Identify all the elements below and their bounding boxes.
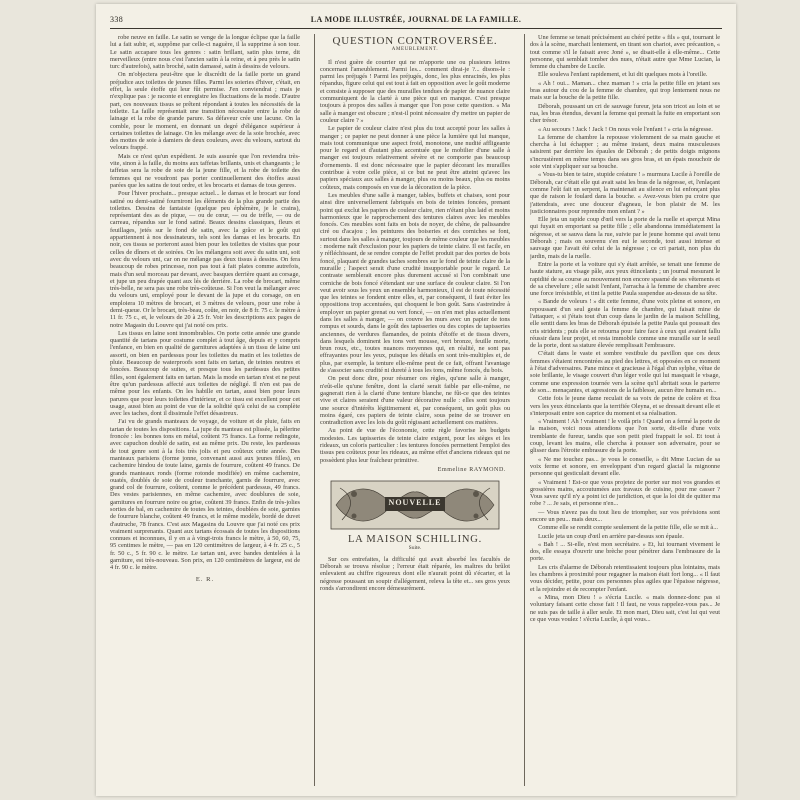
story-paragraph: Elle souleva l'enfant rapidement, et lui dit quelques mots à l'oreille.: [538, 71, 708, 79]
story-subtitle: Suite.: [408, 544, 422, 551]
page-header: [110, 12, 722, 29]
story-paragraph: « Vraiment ! Est-ce que vous projetez de porter sur moi vos grandes et grossières mains, accoutumées aux travaux de cuisine, pour me casser ? Vous savez qu'il n'y a point ici de juridiction, et que la loi dit de quitter ma robe ? ... Je sais, et personne n'en...: [530, 478, 720, 508]
story-paragraph: Comme elle se rendit compte seulement de la petite fille, elle se mit à...: [538, 524, 718, 532]
nouvelle-banner: [330, 480, 500, 530]
newspaper-page: [96, 4, 736, 796]
story-paragraph: « Bande de voleurs ! » dit cette femme, d'une voix pleine et sonore, en repoussant d'un seul geste la femme de chambre, qui faisait mine de l'attaquer, « si j'étais tout d'un coup dans le jardin de la maison Schilling, elle sentit dans les bras de Déborah épuisée la petite Paula qui poussait des cris stridents ; puis elle se retourna pour faire face à ceux qui avaient fallu réussir dans leur projet, et resta immobile comme une muraille sur le seuil de la porte, dont sa stature élevée remplissait l'embrasure.: [530, 298, 720, 350]
article-paragraph: Pour l'hiver prochain... presque actuel... le damas et le brocart sur fond satiné ou demi-satiné fourniront les éléments de la plus grande partie des toilettes. Dessins de fantaisie (quelque peu éphémère, je le crains), représentant des as de pique, — ou de cœur, — ou de trèfle, — ou de carreau, répandus sur le fond satiné. Beaux dessins classiques, fleurs et feuillages, jetés sur le fond de satin, avec la grâce et le goût qui appartiennent à nos dessinateurs, tels sont les damas et les brocarts. En noir, ces tissus se porteront aussi bien pour les toilettes de visites que pour celles de dîners et de soirées. On les mélangera soit avec du satin uni, soit avec du velours uni, car on ne mélange pas deux tissus à dessins. On fera beaucoup de robes princesse, non pas tout à fait plates comme autrefois, mais d'un seul morceau par devant, avec basques derrière quant au corsage, et jupe un peu drapée quant aux lés de derrière. La robe de brocart, même très-belle, ne sera pas une robe très-coûteuse. Si l'on veut la mélanger avec du velours uni, employé pour le devant de la jupe et du corsage, on en emploiera 10 mètres de brocart, et 3 mètres de velours, pour une robe à demi-queue. Or le brocart, très-beau, coûte, en noir, de 8 fr. 75 c. le mètre à 11 fr. 75 c., et, le velours de 20 à 25 fr. Voir les descriptions aux pages de notre Magasin du Louvre qui j'ai noté ces prix.: [110, 190, 300, 329]
story-paragraph: Cette fois le jeune dame reculait de sa voix de peine de colère et fixa vers les yeux étincelants que la terrifiée Oleyna, et se dressait devant elle et s'interposait entre son caprice du moment et sa réalisation.: [530, 395, 720, 417]
article-paragraph: Au point de vue de l'économie, cette règle favorise les budgets modestes. Les tapisseries de teinte claire exigent, pour les sièges et les rideaux, un coloris particulier : les tentures foncées permettent l'emploi des tissus peu coûteux pour les rideaux, au même effet d'anciens rideaux qui ne possèdent plus leur fraîcheur primitive.: [320, 427, 510, 464]
story-paragraph: Lucile jeta un coup d'œil en arrière par-dessus son épaule.: [538, 532, 684, 540]
section-title: QUESTION CONTROVERSÉE.: [332, 35, 498, 47]
article-paragraph: On peut donc dire, pour résumer ces règles, qu'une salle à manger, n'eût-elle qu'une fenêtre, dont la clarté serait faible par elle-même, ne gagnerait rien à la clarté d'une tenture blanche, ne fût-ce que des teintes vive et claires seraient d'une valeur décorative nulle : elles sont toujours une source d'intérêts légitimement et, par conséquent, un goût plus ou moins égaré, ces papiers de teinte claire, sous peine de se trouver en contradiction avec les lois du goût régissant actuellement ces matières.: [320, 375, 510, 427]
column-divider: [524, 34, 525, 786]
story-paragraph: « Vraiment ! Ah ! vraiment ! le voilà pris ! Quand on a fermé la porte de la maison, voici nous attendions que l'on sorte, dit-elle d'une voix tremblante de fureur, tandis que son petit pied frappait le sol. Et tout à coup, levant les mains, elle chercha à pousser son adversaire, pour se glisser dans l'étroite embrasure de la porte.: [530, 418, 720, 455]
story-paragraph: Une femme se tenait précisément au chéré petite « fils » qui, tournant le dos à la scène, marchait lentement, en tirant son chariot, avec précaution, « tout comme s'il le faisait avec Joné », se disait-elle à elle-même... Cette personne, qui semblait tomber des nues, n'était autre que Mme Lucian, la femme du chambre de Lucile.: [530, 34, 720, 71]
story-paragraph: « Ne me touchez pas... je vous le conseille, » dit Mme Lucian de sa voix ferme et sonore, en enveloppant d'un regard glacial la mignonne personne qui gesticulait devant elle.: [530, 455, 720, 478]
story-paragraph: « Mina, mon Dieu ! » s'écria Lucile. « mais donnez-donc pas si voluntary faisant cette chose fait ! Il faut, ne vous rappelez-vous pas... Je ne suis pas de taille à aller seule. Et mon mari, Dieu sait, c'est lui qui veut ce que vous voulez ! s'écria Lucile, à qui vous...: [530, 593, 720, 623]
article-paragraph: On m'objectera peut-être que le discrédit de la faille porte un grand préjudice aux toilettes de jeunes filles. Parmi les soieries d'hiver, c'était, en effet, la seule étoffe qui leur fût permise. J'en conviendrai ; mais je n'explique pas : je raconte et enregistre les fluctuations de la mode. D'autre part, ces nouveaux tissus se prêtent répondant à toutes les nécessités de la toilette. La faille représentait une transition nécessaire entre la robe de lainage et la robe de grande parure. Sa défaveur crée une lacune. On la comble, pour le moment, en donnant un degré d'élégance supérieur à certaines toilettes de lainage. On les mélange avec de la soie brochée, avec des mottes de soie à damiers de deux couleurs, avec du velours, surtout du velours frappé.: [110, 71, 300, 152]
article-paragraph: robe neuve en faille. Le satin se venge de la longue éclipse que la faille lui a fait subir, et, suppôme par celle-ci naguère, il la supprime à son tour. Le satin accapare tous les genres : satin brillant, satin plus terne, dit merveilleux (entre nous c'est l'ancien satin à la reine, et à peu près le satin turc d'autrefois), satin broché, satin damassé, satin à dessins de velours.: [110, 34, 300, 71]
story-paragraph: « Vous-tu bien te taire, stupide créature ! » murmura Lucile à l'oreille de Déborah, car c'était elle qui avait saisi les bras de la négresse, et, l'enlaçant comme l'eût fait un serpent, la maintenait au silence en lui enfonçant plus que de raison le foulard dans la bouche. « Avez-vous bien pu croire que j'attendrais, avec une douceur d'agneau, le bon plaisir de M. les justicionnaires pour reprendre mon enfant ? »: [530, 171, 720, 215]
story-paragraph: Les cris d'alarme de Déborah retentissaient toujours plus lointains, mais les chambres à proximité pour regagner la maison était fort long... « Il faut vous décider, petite, pour ces personnes plus agiles que l'épaisse négresse, et la rejoindre et de recompter l'enfant.: [530, 563, 720, 593]
article-paragraph: Mais ce n'est qu'un expédient. Je suis assurée que l'on reviendra très-vite, sinon à la faille, du moins aux taffetas brillants, unis et changeants ; le taffetas sera la robe de soie de la jeune fille, et la robe de toilette des femmes qui ne voudront pas porter continuellement des étoffes aussi parées que les satins de tout ordre, et les brocarts et damas de tous genres.: [110, 152, 300, 189]
section-subtitle: AMEUBLEMENT.: [391, 47, 439, 53]
article-author: Emmeline RAYMOND.: [437, 466, 506, 473]
story-paragraph: La femme de chambre la repousse violemment de sa main gauche et chercha à lui échapper ; au même instant, deux mains musculeuses saisirent par derrière les épaules de Déborah ; de petits doigts mignons s'incrustèrent en même temps dans ses gros bras, et un épais mouchoir de soie vint s'appliquer sur sa bouche.: [530, 133, 720, 171]
article-signature: E. R.: [195, 575, 215, 583]
story-paragraph: Déborah, poussant un cri de sauvage fureur, jeta son tricot au loin et se rua, les bras étendus, devant la femme qui prenait la fuite en emportant son cher trésor.: [530, 102, 720, 125]
story-paragraph: — Vous n'avez pas du tout lieu de triompher, sur vos prévisions sont encore un peu... mais deux...: [530, 508, 720, 523]
story-paragraph: « Bah ! ... Si-elle, n'est mon secrétaire. » Et, lui tournant vivement le dos, elle essaya d'ouvrir une brèche pour pénétrer dans l'embrasure de la porte.: [530, 540, 720, 563]
story-paragraph: « Au secours ! Jack ! Jack ! On nous vole l'enfant ! » cria la négresse.: [538, 125, 713, 133]
left-column: [110, 34, 300, 786]
story-paragraph: C'était dans le vaste et sombre vestibule du pavillon que ces deux femmes s'étaient rencontrées au pied des lettres, et opposées en ce moment à l'état d'adversaires. Pane mince et gracieuse à l'égal d'un sylphe, vêtue de soie brillante, le visage couvert d'un léger voile qui lui masquait le visage, comme une expression tournée vers la scène qu'il abritait sous le parterre de son... menaçantes, et agressions de la faiblesse, aucun être humain en...: [530, 350, 720, 394]
banner-label: NOUVELLE: [388, 498, 442, 508]
story-title: LA MAISON SCHILLING.: [347, 534, 483, 546]
article-paragraph: Les tissus en laine sont innombrables. On porte cette année une grande quantité de tartans pour costume complet à tout âge, depuis et y compris l'enfance, en bien en qualité de garnitures adaptées à un tissu de laine uni assorti, on bien en pardessus pour les toilettes du matin et les toilettes de pluie. Beaucoup de waterproofs sont faits en tartan, de teintes neutres et foncées. Beaucoup de suites, et presque tous les pardessus des petites filles, sont également faits en tartan. Mais la mode en tartan n'est et ne peut être qu'un pardessus affecté aux toilettes de négligé. Il n'en est pas de même pour les enfants. On les habille en tartan, aussi bien pour leurs parures que pour leurs toilettes d'intérieur, et ce tissu est excellent pour cet usage, aussi bien au point de vue de la solidité qu'à celui de sa complète avec les taches, dont il dissimule l'effet désastreux.: [110, 329, 300, 418]
story-paragraph: Elle jeta un rapide coup d'œil vers la porte de la ruelle et aperçut Mina qui fuyait en emportant sa petite fille ; elle abandonna immédiatement la négresse, et se sauva dans la rue, suivie par le jeune homme qui avait tenu Déborah ; mais on souvenu s'en eut le seconde, tout aussi intense et sauvage que l'avait été celui de la négresse ; ce cri partait, non plus du jardin, mais de la ruelle.: [530, 216, 720, 260]
column-divider: [314, 34, 315, 786]
article-paragraph: Le papier de couleur claire n'est plus du tout accepté pour les salles à manger ; ce papier ne peut donner à une pièce la lumière qui lui manque, mais tout communique une aspect froid, monotone, une nudité affligeante pour le regard et d'autant plus accentuée que le mobilier d'une salle à manger est toujours relativement sévère et ne comporte pas beaucoup d'ornements. Il est donc nécessaire que le papier décorant les murailles contribue à votre celle pièce, si ce but ne peut être atteint qu'avec les papiers spéciaux aux salles à manger, plus ou moins beaux, plus ou moins coûteux, mais composés en vue de la décoration de la pièce.: [320, 125, 510, 191]
story-paragraph: Entre la porte et la voiture qui s'y était arrêtée, se tenait une femme de haute stature, au visage pâle, aux yeux étincelants ; un journal mesurant le rapidité de sa course au mouvement non encore spasmé de ses vêtements et de sa chevelure ; elle saisit l'enfant, l'arracha à la femme de chambre avec une force irrésistible, et tint la petite Paula suspendue au-dessus de sa tête.: [530, 260, 720, 298]
right-column: [530, 34, 720, 786]
story-paragraph: « Ah ! oui... Maman... chez maman ! » cria la petite fille en jetant ses bras autour du cou de la femme de chambre, qui trop lentement nous ne mais sur la bouche de la petite fille.: [530, 79, 720, 102]
page-number: 338: [110, 15, 124, 24]
story-paragraph: Sur ces entrefaites, la difficulté qui avait absorbé les facultés de Déborah se trouva résolue ; l'erreur était réparée, les maîtres du brûlot enlevaient au chiffre rigoureux dont elle n'aurait point dû s'écarter, et la négresse poussant un soupir d'allégement, releva la tête et... ses gros yeux ronds s'arrondirent encore démesurément.: [320, 555, 510, 592]
article-paragraph: Il n'est guère de courrier qui ne m'apporte une ou plusieurs lettres concernant l'ameublement. Parmi les... comment dirai-je ?... disons-le : parmi les préjugés ! Parmi les préjugés, donc, les plus enracinés, les plus répandus, figure celui qui est tout à fait en opposition avec le goût moderne et consiste à supposer que des murailles tendues de papier de nuance claire communiquent de la clarté à une pièce qui en manque. C'est presque toujours à propos des salles à manger que l'on pose cette question. « Ma salle à manger est obscure ; n'est-il point nécessaire d'y mettre un papier de couleur claire ? »: [320, 58, 510, 124]
middle-column: [320, 34, 510, 786]
article-paragraph: J'ai vu de grands manteaux de voyage, de voiture et de pluie, faits en tartan de toutes les dispositions. La jupe du manteau est plissée, la pèlerine froncée : les bonnes tons en métal, coûtent 75 francs. La forme redingote, avec capuchon doublé de satin, est au même prix. Du reste, les pardessus de tout genre sont à la fois très jolis et peu coûteux cette année. Des manteaux parisiens (forme jonne, convenant aussi aux jeunes filles), en cachemire hindou de toute laine, garnis de fourrure, coûtent 49 francs. De grands manteaux ronds (forme rotonde modifiée) en même cachemire, ouatés, doublés de soie de couleur tranchante, garnis de fourrure, avec grand col de fourrure, coûtent, comme le précédent pardessus, 49 francs. Des vestes parisiennes, en même cachemire, avec doublures de soie, garnitures en fourrure noire ou grise, coûtent 39 francs. Enfin de très-jolies sorties de bal, en cachemire de toutes les teintes, doublées de soie, garnies de fourrure blanche, coûtent 49 francs, et le même modèle, bordé de duvet d'autruche, 78 francs. C'est aux Magasins du Louvre que j'ai noté ces prix vraiment surprenants. Quant aux tartans écossais de toutes les dispositions connues et inconnues, il y en a à vingt-trois francs le mètre, à 50, 60, 75, 95 centimes le mètre, — pas en 120 centimètres de largeur, à 4 fr. 25 c., 5 fr. 50 c., 5 fr. 90 c. le mètre. Le tartan uni, avec bandes dentelées à la garniture, est très-nouveau. Son prix, en 120 centimètres de largeur, est de 4 fr. 90 c. le mètre.: [110, 418, 300, 572]
journal-title: LA MODE ILLUSTRÉE, JOURNAL DE LA FAMILLE.: [310, 15, 522, 24]
article-paragraph: Les meubles d'une salle à manger, tables, buffets et chaises, sont pour ainsi dire universellement fabriqués en bois de teintes foncées, prenant point qui exclut les papiers de couleur claire, rien n'étant plus laid et moins harmonieux que le rapprochement des tentures claires avec les meubles foncés. Ces meubles sont faits en bois de noyer, de chêne, de palissandre ciré ou d'acajou ; les peintures des boiseries et des corniches se font, surtout dans les salles à manger, toujours de même couleur que les meubles : moderne naît d'exclusion pour les papiers de teinte claire. Il est facile, en y réfléchissant, de se rendre compte de l'effet produit par des portes de bois foncé, plaquant de grandes taches sombres sur le fond de teinte claire de la muraille ; l'aspect serait d'une crudité insupportable pour le regard. Le contraste semblerait encore plus durement accusé si l'on combinait une corniche de bois foncé s'étendant sur une surface de couleur claire. Si l'on veut avoir sous les yeux un ensemble harmonieux, il est de toute nécessité que les teintes se fondent entre elles, et, par conséquent, il faut éviter les oppositions trop accentuées, qui choquent le bon goût. Sans s'astreindre à employer un papier grenat ou vert foncé, — on n'en met plus actuellement dans les salles à manger, — on couvre les murs avec un papier de tons rompus et sourds, dans le goût des tapisseries ou des copies de tapisseries anciennes, de verdures flamandes, de points d'étoffe et de tissus divers, dans lesquels dominent les tons vert mousse, vert bronze, feuille morte, brun roux, etc., toutes nuances moyennes qui, en réalité, ne sont pas effrayantes pour les yeux, puisque les détails en sont très-multiples et, de plus, par exemple, la tenture elle-même peut de ce fait, offrant l'avantage de s'associer sans crudité ni dureté à tous les tons, même foncés, du bois.: [320, 191, 510, 375]
